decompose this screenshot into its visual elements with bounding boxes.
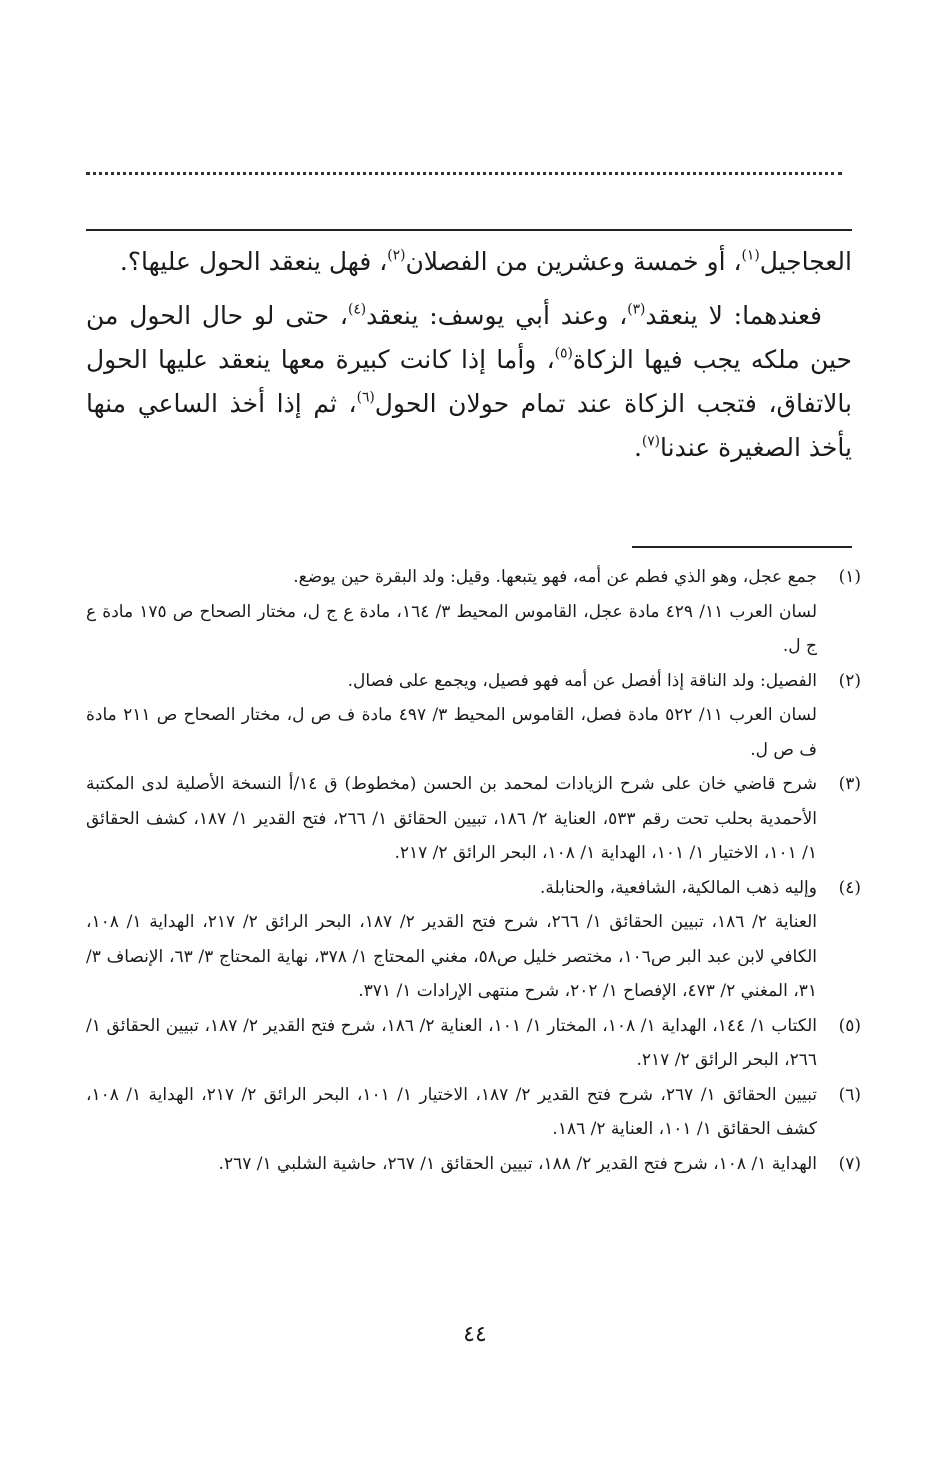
footnote-line: الهداية ١/ ١٠٨، شرح فتح القدير ٢/ ١٨٨، تبيين الحقائق ١/ ٢٦٧، حاشية الشلبي ١/ ٢٦٧. bbox=[218, 1153, 817, 1174]
footnote-2 bbox=[86, 664, 861, 768]
text-span: . bbox=[633, 433, 642, 462]
footnote-body bbox=[86, 664, 817, 768]
paragraph-2 bbox=[86, 294, 852, 470]
footnote-line: الفصيل: ولد الناقة إذا أفصل عن أمه فهو فصيل، ويجمع على فصال. bbox=[347, 670, 817, 691]
text-span: ، وعند أبي يوسف: ينعقد bbox=[366, 301, 628, 330]
footnote-ref: (١) bbox=[741, 247, 760, 264]
footnote-7 bbox=[86, 1147, 861, 1182]
footnote-number: (٧) bbox=[838, 1153, 861, 1174]
main-text bbox=[86, 240, 852, 470]
footnote-body bbox=[86, 767, 817, 871]
text-span: العجاجيل bbox=[759, 247, 852, 276]
footnote-line: لسان العرب ١١/ ٥٢٢ مادة فصل، القاموس المحيط ٣/ ٤٩٧ مادة ف ص ل، مختار الصحاح ص ٢١١ مادة ف ص ل. bbox=[86, 705, 817, 760]
text-span: ، أو خمسة وعشرين من الفصلان bbox=[405, 247, 742, 276]
footnote-line: العناية ٢/ ١٨٦، تبيين الحقائق ١/ ٢٦٦، شرح فتح القدير ٢/ ١٨٧، البحر الرائق ٢/ ٢١٧، الهداية ١/ ١٠٨، الكافي لابن عبد البر ص١٠٦، مختصر خليل ص٥٨، مغني المحتاج ١/ ٣٧٨، نهاية المحتاج ٣/ ٦٣، الإنصاف ٣/ ٣١، المغني ٢/ ٤٧٣، الإفصاح ١/ ٢٠٢، شرح منتهى الإرادات ١/ ٣٧١. bbox=[86, 912, 818, 1001]
footnote-ref: (٧) bbox=[641, 433, 661, 450]
footnote-ref: (٥) bbox=[554, 345, 573, 362]
page-number: ٤٤ bbox=[463, 1322, 487, 1347]
top-rule bbox=[86, 229, 852, 231]
footnote-body bbox=[86, 1078, 817, 1147]
footnote-line: شرح قاضي خان على شرح الزيادات لمحمد بن الحسن (مخطوط) ق ١٤/أ النسخة الأصلية لدى المكتبة الأحمدية بحلب تحت رقم ٥٣٣، العناية ٢/ ١٨٦، تبيين الحقائق ١/ ٢٦٦، فتح القدير ١/ ١٨٧، كشف الحقائق ١/ ١٠١، الاختيار ١/ ١٠١، الهداية ١/ ١٠٨، البحر الرائق ٢/ ٢١٧. bbox=[86, 774, 818, 863]
footnote-line: وإليه ذهب المالكية، الشافعية، والحنابلة. bbox=[540, 877, 817, 898]
footnote-separator bbox=[632, 546, 852, 548]
text-span: فعندهما: لا ينعقد bbox=[645, 301, 822, 330]
footnote-line: تبيين الحقائق ١/ ٢٦٧، شرح فتح القدير ٢/ ١٨٧، الاختيار ١/ ١٠١، البحر الرائق ٢/ ٢١٧، الهداية ١/ ١٠٨، كشف الحقائق ١/ ١٠١، العناية ٢/ ١٨٦. bbox=[86, 1084, 818, 1139]
footnote-line: الكتاب ١/ ١٤٤، الهداية ١/ ١٠٨، المختار ١/ ١٠١، العناية ٢/ ١٨٦، شرح فتح القدير ٢/ ١٨٧، تبيين الحقائق ١/ ٢٦٦، البحر الرائق ٢/ ٢١٧. bbox=[86, 1015, 818, 1070]
footnote-ref: (٣) bbox=[627, 301, 646, 318]
text-span: ، وأما إذا كانت كبيرة معها ينعقد عليها الحول بالاتفاق، فتجب الزكاة عند تمام حولان الحول bbox=[86, 345, 853, 418]
text-span: ، فهل ينعقد الحول عليها؟. bbox=[119, 247, 388, 276]
footnote-number: (١) bbox=[838, 567, 861, 587]
text-span: ، حتى لو حال الحول من حين ملكه يجب فيها الزكاة bbox=[86, 301, 852, 374]
footnote-number: (٤) bbox=[838, 877, 861, 898]
footnote-5 bbox=[86, 1009, 861, 1078]
footnote-number: (٥) bbox=[838, 1015, 861, 1036]
footnote-1 bbox=[86, 560, 861, 664]
footnote-4 bbox=[86, 871, 861, 1009]
footnote-body bbox=[86, 560, 817, 664]
footnote-number: (٢) bbox=[838, 670, 861, 691]
footnote-number: (٣) bbox=[838, 774, 861, 794]
footnote-line: لسان العرب ١١/ ٤٢٩ مادة عجل، القاموس المحيط ٣/ ١٦٤، مادة ع ج ل، مختار الصحاح ص ١٧٥ مادة ع ج ل. bbox=[86, 601, 818, 656]
footnote-line: جمع عجل، وهو الذي فطم عن أمه، فهو يتبعها. وقيل: ولد البقرة حين يوضع. bbox=[293, 567, 817, 587]
footnote-ref: (٤) bbox=[347, 301, 367, 318]
text-span: ، ثم إذا أخذ الساعي منها يأخذ الصغيرة عندنا bbox=[86, 389, 852, 462]
paragraph-1 bbox=[86, 240, 852, 284]
footnotes bbox=[86, 560, 861, 1181]
footnote-ref: (٦) bbox=[356, 389, 375, 406]
footnote-number: (٦) bbox=[838, 1084, 861, 1105]
footnote-ref: (٢) bbox=[387, 247, 406, 264]
footnote-body bbox=[86, 1147, 817, 1182]
footnote-body bbox=[86, 871, 817, 1009]
footnote-6 bbox=[86, 1078, 861, 1147]
footnote-3 bbox=[86, 767, 861, 871]
footnote-body bbox=[86, 1009, 817, 1078]
dotted-divider bbox=[86, 172, 842, 175]
